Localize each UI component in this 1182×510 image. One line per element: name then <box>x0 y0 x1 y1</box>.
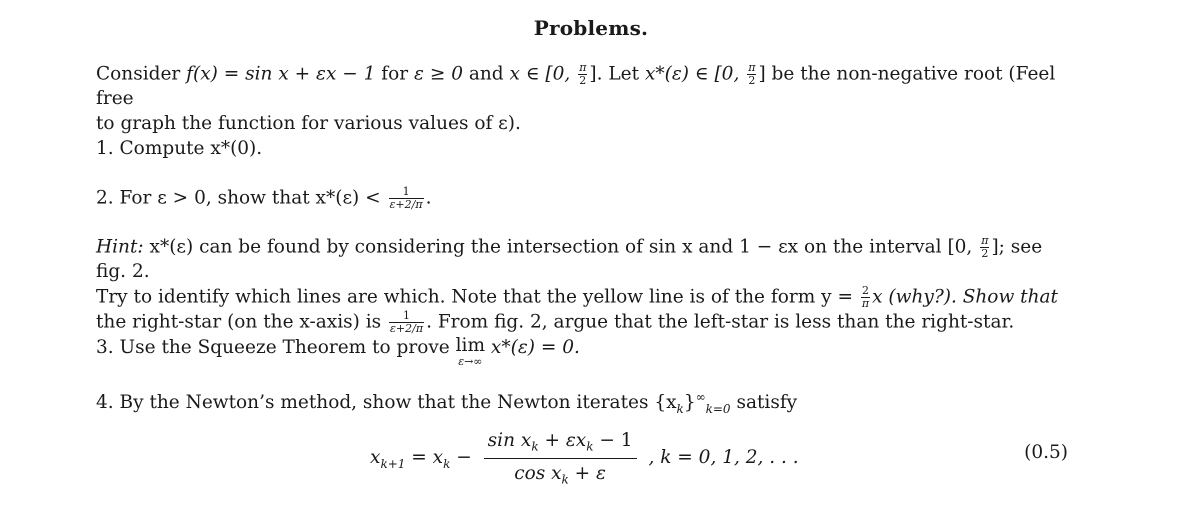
problem-item-4: 4. By the Newton’s method, show that the Newton iterates $\{x_k\}^\infty_{k=0}$ satisfy <box>96 390 798 416</box>
intro-text: Consider <box>96 63 187 85</box>
intro-text: for <box>375 63 415 85</box>
two-over-pi: $\frac{2}{\pi}$ <box>861 283 870 310</box>
problem-item-1: 1. Compute x*(0). <box>96 138 263 159</box>
newton-fraction: $\frac{\sin x_k + \varepsilon x_k - 1}{\cos x_k + \varepsilon}$ <box>484 428 637 488</box>
page-title: Problems. <box>533 16 649 40</box>
intro-text: ] be the non-negative root (Feel free <box>96 63 1056 109</box>
intro-text-line2: to graph the function for various values of ε). <box>96 112 521 134</box>
newton-iteration-equation: $x_{k+1} = x_k$ − $\frac{\sin x_k + \varepsilon x_k - 1}{\cos x_k + \varepsilon}$ , k = 0, 1, 2, . . . <box>370 430 799 487</box>
right-star-fraction: $\frac{1}{\varepsilon+2/\pi}$ <box>390 308 424 335</box>
equation-number: (0.5) <box>1024 442 1068 463</box>
function-definition: f(x) = sin x + εx − 1 <box>186 63 376 85</box>
limit-operator: lim ε→∞ <box>455 335 486 368</box>
bound-fraction: $\frac{1}{\varepsilon+2/\pi}$ <box>389 185 423 211</box>
pi-over-two: $\frac{\pi}{2}$ <box>748 61 756 87</box>
epsilon-condition: ε ≥ 0 <box>414 63 463 85</box>
intro-text: and <box>462 63 510 85</box>
problem-item-2: 2. For ε > 0, show that x*(ε) < $\frac{1}{\varepsilon+2/\pi}$ . <box>96 185 432 211</box>
problem-item-3: 3. Use the Squeeze Theorem to prove lim ε→∞ x*(ε) = 0. <box>96 335 580 368</box>
pi-over-two: $\frac{\pi}{2}$ <box>981 234 989 260</box>
domain-interval: x ∈ [0, <box>509 63 577 85</box>
intro-paragraph <box>96 62 1076 136</box>
intro-text: ]. Let <box>589 63 645 85</box>
hint-label: Hint: <box>96 236 144 258</box>
pi-over-two: $\frac{\pi}{2}$ <box>579 61 587 87</box>
root-interval: x*(ε) ∈ [0, <box>644 63 746 85</box>
hint-paragraph: Hint: x*(ε) can be found by considering the intersection of sin x and 1 − εx on the interval [0, $\frac{\pi}{2}$ ]; see fig. 2. Try to identify which lines are which. Note that the yellow line is of the form y = $\frac{2}{\pi}$ x (why?). Show that the right-star (on the x-axis) is $\frac{1}{\varepsilon+2/\pi}$ . From fig. 2, argue that the left-star is less than the right-star. <box>96 234 1058 335</box>
